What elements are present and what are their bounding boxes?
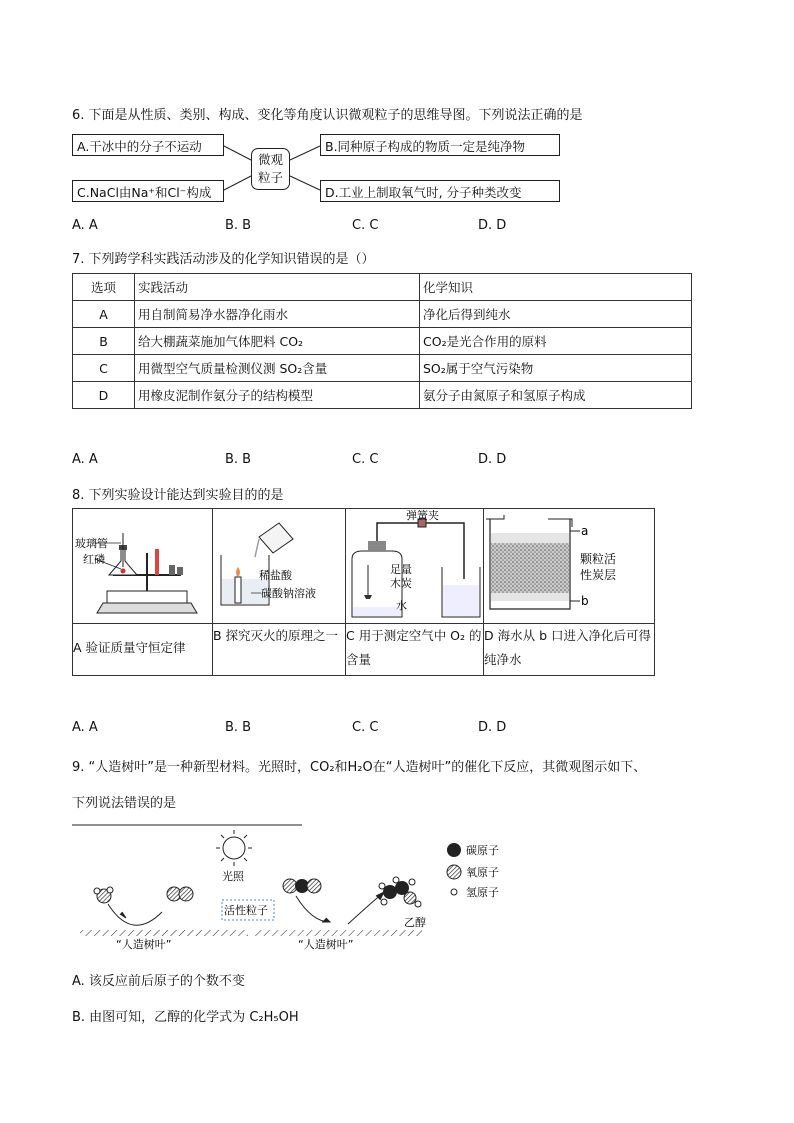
q8-figure-a	[73, 509, 213, 624]
table-row	[73, 382, 692, 409]
q7-cell: 用橡皮泥制作氨分子的结构模型	[135, 382, 420, 409]
table-row	[73, 274, 692, 301]
ethanol-molecule-icon	[379, 877, 421, 907]
oxygen-molecule-icon	[167, 887, 193, 901]
q9-legend-oxygen: 氧原子	[466, 866, 499, 879]
q6-box-c: C.NaCl由Na⁺和Cl⁻构成	[72, 180, 224, 202]
q6-box-a: A.干冰中的分子不运动	[72, 134, 224, 156]
q6-center-box	[251, 148, 290, 190]
q7-cell: C	[73, 355, 135, 382]
q8-fig-a-label2: 红磷	[83, 553, 105, 566]
q8-option-a[interactable]: A. A	[72, 720, 98, 735]
q9-leaf-label2: “人造树叶”	[298, 938, 354, 951]
q9-legend-hydrogen: 氢原子	[466, 886, 499, 899]
q7-cell: SO₂属于空气污染物	[420, 355, 692, 382]
table-row	[73, 509, 655, 624]
q6-center-line2: 粒子	[257, 170, 283, 185]
q7-header-option: 选项	[73, 274, 135, 301]
q8-fig-d-label2: 颗粒活	[580, 552, 617, 566]
q8-stem: 8. 下列实验设计能达到实验目的的是	[72, 488, 284, 503]
q8-fig-b-label1: 稀盐酸	[259, 569, 292, 582]
q8-caption-a: A 验证质量守恒定律	[73, 624, 213, 676]
q7-cell: B	[73, 328, 135, 355]
q9-option-a[interactable]: A. 该反应前后原子的个数不变	[72, 974, 245, 989]
q7-cell: 净化后得到纯水	[420, 301, 692, 328]
q7-option-d[interactable]: D. D	[478, 452, 507, 467]
q8-fig-c-label4: 水	[396, 599, 407, 612]
q8-fig-c-label2: 足量	[390, 563, 412, 576]
q9-product-label: 乙醇	[404, 916, 426, 929]
q6-option-d[interactable]: D. D	[478, 218, 507, 233]
q7-stem: 7. 下列跨学科实践活动涉及的化学知识错误的是（）	[72, 252, 375, 267]
q8-option-c[interactable]: C. C	[352, 720, 379, 735]
q8-fig-d-label1: a	[581, 524, 589, 538]
q7-cell: D	[73, 382, 135, 409]
q7-option-a[interactable]: A. A	[72, 452, 98, 467]
q7-cell: 用微型空气质量检测仪测 SO₂含量	[135, 355, 420, 382]
q7-cell: 氨分子由氮原子和氢原子构成	[420, 382, 692, 409]
table-row	[73, 301, 692, 328]
q6-box-d: D.工业上制取氧气时, 分子种类改变	[320, 180, 560, 202]
q9-legend-carbon: 碳原子	[466, 844, 499, 857]
q8-figure-c	[346, 509, 484, 624]
q7-cell: 给大棚蔬菜施加气体肥料 CO₂	[135, 328, 420, 355]
water-molecule-icon	[94, 887, 113, 903]
hydrogen-atom-icon	[451, 889, 457, 895]
q6-center-line1: 微观	[257, 152, 283, 167]
q7-option-b[interactable]: B. B	[225, 452, 252, 467]
q8-caption-b: B 探究灭火的原理之一	[213, 624, 346, 676]
carbon-atom-icon	[447, 843, 461, 857]
q8-fig-d-label3: 性炭层	[580, 568, 617, 582]
q7-cell: CO₂是光合作用的原料	[420, 328, 692, 355]
q8-fig-d-label4: b	[581, 594, 589, 608]
table-row	[73, 355, 692, 382]
q9-leaf-label1: “人造树叶”	[116, 938, 172, 951]
q8-caption-d: D 海水从 b 口进入净化后可得纯净水	[484, 624, 655, 676]
q8-fig-a-label1: 玻璃管	[75, 537, 108, 550]
q8-fig-c-label1: 弹簧夹	[406, 509, 439, 522]
q7-cell: 用自制简易净水器净化雨水	[135, 301, 420, 328]
q8-table	[72, 508, 655, 676]
q9-stem-line2: 下列说法错误的是	[72, 796, 177, 811]
oxygen-atom-icon	[447, 865, 461, 879]
q9-stem-line1: 9. “人造树叶”是一种新型材料。光照时，CO₂和H₂O在“人造树叶”的催化下反应，其微观图示如下、	[72, 760, 647, 775]
q8-figure-d	[484, 509, 655, 624]
q9-option-b[interactable]: B. 由图可知，乙醇的化学式为 C₂H₅OH	[72, 1010, 299, 1025]
q6-option-a[interactable]: A. A	[72, 218, 98, 233]
q7-header-activity: 实践活动	[135, 274, 420, 301]
q8-fig-c-label3: 木炭	[390, 577, 412, 590]
q8-option-b[interactable]: B. B	[225, 720, 252, 735]
q9-reaction-diagram	[72, 822, 512, 962]
q7-table	[72, 273, 692, 409]
sun-icon	[216, 830, 252, 866]
q6-box-b: B.同种原子构成的物质一定是纯净物	[320, 134, 560, 156]
q7-header-knowledge: 化学知识	[420, 274, 692, 301]
q8-caption-c: C 用于测定空气中 O₂ 的含量	[346, 624, 484, 676]
table-row	[73, 328, 692, 355]
q8-figure-b	[213, 509, 346, 624]
q6-option-b[interactable]: B. B	[225, 218, 252, 233]
q7-option-c[interactable]: C. C	[352, 452, 379, 467]
q7-cell: A	[73, 301, 135, 328]
q6-stem: 6. 下面是从性质、类别、构成、变化等角度认识微观粒子的思维导图。下列说法正确的是	[72, 108, 583, 123]
table-row	[73, 624, 655, 676]
q8-option-d[interactable]: D. D	[478, 720, 507, 735]
q9-active-label: 活性粒子	[224, 904, 268, 917]
carbon-dioxide-molecule-icon	[283, 879, 321, 893]
q8-fig-b-label2: 碳酸钠溶液	[261, 587, 316, 600]
q6-option-c[interactable]: C. C	[352, 218, 379, 233]
q9-sun-label: 光照	[222, 870, 244, 883]
